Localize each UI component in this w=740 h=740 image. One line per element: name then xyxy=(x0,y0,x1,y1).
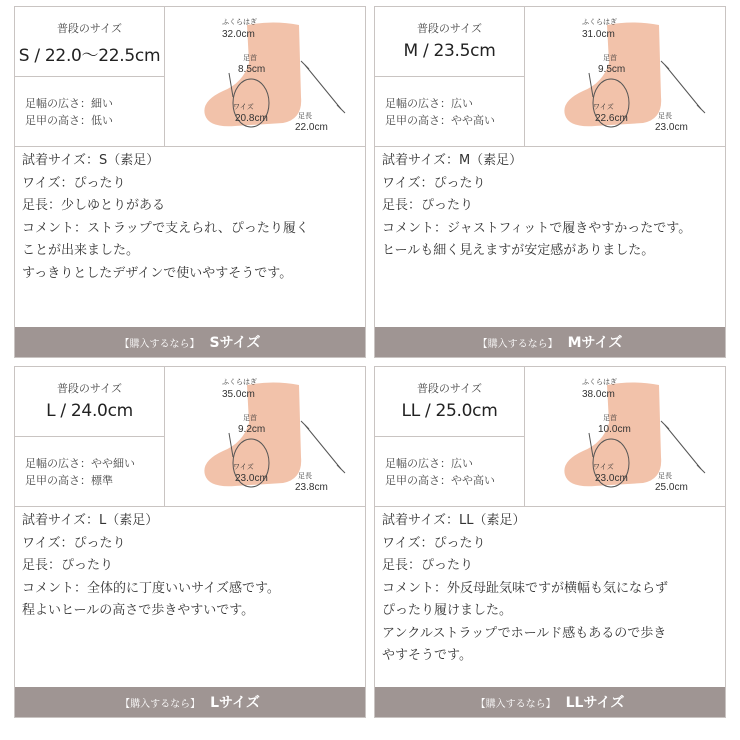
size-review-card-ll xyxy=(374,366,726,718)
foot-measurement-diagram xyxy=(525,367,725,507)
review-line: コメント：外反母趾気味ですが横幅も気にならず xyxy=(382,580,669,596)
length-value: 23.0cm xyxy=(655,122,688,133)
review-line: コメント：ジャストフィットで履きやすかったです。 xyxy=(382,220,692,236)
calf-caption: ふくらはぎ xyxy=(582,379,617,386)
foot-illustration xyxy=(165,7,365,147)
ankle-value: 8.5cm xyxy=(238,64,266,75)
calf-value: 35.0cm xyxy=(222,389,255,400)
review-line: アンクルストラップでホールド感もあるので歩き xyxy=(382,625,667,641)
usual-size-box xyxy=(375,367,525,437)
review-line: 足長：ぴったり xyxy=(22,558,114,573)
foot-illustration xyxy=(525,367,725,507)
card-header xyxy=(15,7,365,147)
review-line: コメント：ストラップで支えられ、ぴったり履く xyxy=(22,220,309,236)
foot-features-box xyxy=(15,437,165,507)
buy-size: Mサイズ xyxy=(567,335,623,351)
wise-value: 23.0cm xyxy=(235,473,268,484)
review-line: ワイズ：ぴったり xyxy=(22,535,126,551)
review-line: ワイズ：ぴったり xyxy=(382,535,486,551)
length-value: 22.0cm xyxy=(295,122,328,133)
instep-height-feature: 足甲の高さ：やや高い xyxy=(385,474,495,487)
review-line: 足長：ぴったり xyxy=(382,198,474,213)
review-text xyxy=(382,510,724,668)
ankle-value: 10.0cm xyxy=(598,424,631,435)
buy-prefix: 【購入するなら】 xyxy=(120,699,201,710)
ankle-caption: 足首 xyxy=(603,55,617,62)
review-text xyxy=(22,510,364,623)
buy-size-recommendation[interactable] xyxy=(15,327,365,357)
foot-width-feature: 足幅の広さ：細い xyxy=(25,97,113,110)
foot-measurement-diagram xyxy=(165,367,365,507)
foot-measurement-diagram xyxy=(525,7,725,147)
length-caption: 足長 xyxy=(298,473,312,480)
foot-features-box xyxy=(15,77,165,147)
usual-size-value: L / 24.0cm xyxy=(46,401,133,421)
calf-caption: ふくらはぎ xyxy=(222,379,257,386)
foot-features-box xyxy=(375,437,525,507)
review-line: 足長：ぴったり xyxy=(382,558,474,573)
wise-caption: ワイズ xyxy=(593,104,614,111)
foot-measurement-diagram xyxy=(165,7,365,147)
calf-value: 32.0cm xyxy=(222,29,255,40)
ankle-caption: 足首 xyxy=(243,415,257,422)
buy-size-recommendation[interactable] xyxy=(375,687,725,717)
buy-size: LLサイズ xyxy=(565,695,625,711)
review-line: 試着サイズ：L（素足） xyxy=(22,513,159,528)
buy-size-recommendation[interactable] xyxy=(375,327,725,357)
wise-value: 23.0cm xyxy=(595,473,628,484)
review-line: 試着サイズ：S（素足） xyxy=(22,153,160,168)
ankle-caption: 足首 xyxy=(603,415,617,422)
wise-caption: ワイズ xyxy=(233,104,254,111)
foot-width-feature: 足幅の広さ：広い xyxy=(385,97,473,110)
review-line: 足長：少しゆとりがある xyxy=(22,198,166,213)
review-text xyxy=(22,150,364,285)
instep-height-feature: 足甲の高さ：やや高い xyxy=(385,114,495,127)
card-header xyxy=(375,7,725,147)
foot-illustration xyxy=(165,367,365,507)
calf-caption: ふくらはぎ xyxy=(222,19,257,26)
review-line: すっきりとしたデザインで使いやすそうです。 xyxy=(22,265,293,281)
review-line: 程よいヒールの高さで歩きやすいです。 xyxy=(22,603,255,618)
usual-size-value: S / 22.0〜22.5cm xyxy=(18,46,161,66)
card-header xyxy=(375,367,725,507)
usual-size-caption: 普段のサイズ xyxy=(56,382,123,395)
review-line: コメント：全体的に丁度いいサイズ感です。 xyxy=(22,580,280,596)
usual-size-caption: 普段のサイズ xyxy=(56,22,123,35)
instep-height-feature: 足甲の高さ：低い xyxy=(25,114,113,127)
usual-size-value: LL / 25.0cm xyxy=(401,401,498,421)
size-review-card-l xyxy=(14,366,366,718)
foot-width-feature: 足幅の広さ：広い xyxy=(385,457,473,470)
review-line: やすそうです。 xyxy=(382,648,472,663)
card-header xyxy=(15,367,365,507)
review-line: 試着サイズ：LL（素足） xyxy=(382,513,526,528)
usual-size-caption: 普段のサイズ xyxy=(416,22,483,35)
foot-width-feature: 足幅の広さ：やや細い xyxy=(25,457,135,470)
ankle-caption: 足首 xyxy=(243,55,257,62)
review-line: ぴったり履けました。 xyxy=(382,603,513,618)
length-value: 25.0cm xyxy=(655,482,688,493)
usual-size-box xyxy=(15,7,165,77)
ankle-value: 9.5cm xyxy=(598,64,626,75)
review-line: ワイズ：ぴったり xyxy=(382,175,486,191)
foot-features-box xyxy=(375,77,525,147)
usual-size-caption: 普段のサイズ xyxy=(416,382,483,395)
length-caption: 足長 xyxy=(658,113,672,120)
usual-size-box xyxy=(15,367,165,437)
ankle-value: 9.2cm xyxy=(238,424,266,435)
calf-caption: ふくらはぎ xyxy=(582,19,617,26)
wise-caption: ワイズ xyxy=(593,464,614,471)
buy-size: Sサイズ xyxy=(209,335,261,351)
calf-value: 38.0cm xyxy=(582,389,615,400)
buy-size: Lサイズ xyxy=(210,695,260,711)
length-caption: 足長 xyxy=(298,113,312,120)
usual-size-box xyxy=(375,7,525,77)
usual-size-value: M / 23.5cm xyxy=(403,41,496,61)
size-review-card-m xyxy=(374,6,726,358)
review-line: ワイズ：ぴったり xyxy=(22,175,126,191)
calf-value: 31.0cm xyxy=(582,29,615,40)
review-line: ことが出来ました。 xyxy=(22,243,140,258)
instep-height-feature: 足甲の高さ：標準 xyxy=(25,474,113,487)
foot-illustration xyxy=(525,7,725,147)
review-text xyxy=(382,150,724,263)
buy-prefix: 【購入するなら】 xyxy=(477,339,558,350)
length-caption: 足長 xyxy=(658,473,672,480)
size-review-card-s xyxy=(14,6,366,358)
wise-caption: ワイズ xyxy=(233,464,254,471)
buy-prefix: 【購入するなら】 xyxy=(119,339,200,350)
wise-value: 22.6cm xyxy=(595,113,628,124)
review-line: ヒールも細く見えますが安定感がありました。 xyxy=(382,243,655,258)
review-line: 試着サイズ：M（素足） xyxy=(382,153,523,168)
wise-value: 20.8cm xyxy=(235,113,268,124)
length-value: 23.8cm xyxy=(295,482,328,493)
buy-size-recommendation[interactable] xyxy=(15,687,365,717)
buy-prefix: 【購入するなら】 xyxy=(475,699,556,710)
